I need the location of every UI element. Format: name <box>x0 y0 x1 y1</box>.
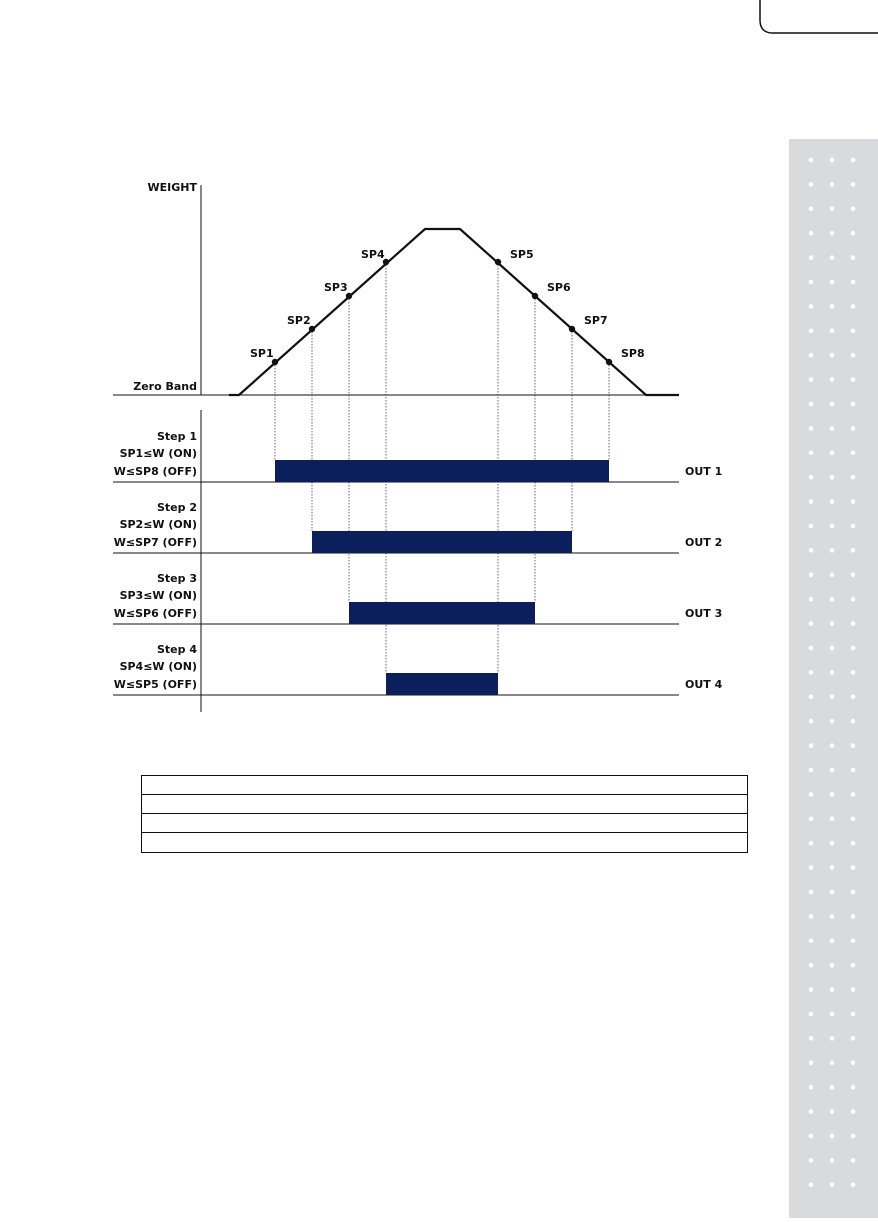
sidebar-dot <box>851 280 856 285</box>
weight-curve <box>229 229 679 395</box>
output-bar-out4 <box>386 673 498 695</box>
sidebar-dot <box>851 719 856 724</box>
sidebar-dot <box>851 841 856 846</box>
sidebar-dot <box>830 792 835 797</box>
sidebar-dot <box>830 1061 835 1066</box>
output-bar-out1 <box>275 460 609 482</box>
sidebar-dot <box>830 865 835 870</box>
sidebar-dot <box>851 670 856 675</box>
sidebar-dot <box>809 792 814 797</box>
step1-off-condition: W≤SP8 (OFF) <box>113 465 197 478</box>
sidebar-dot <box>830 597 835 602</box>
sidebar-dot <box>809 768 814 773</box>
sidebar-dot <box>809 914 814 919</box>
sidebar-dot <box>851 402 856 407</box>
sidebar-dot <box>809 646 814 651</box>
sidebar-dot <box>830 1012 835 1017</box>
sidebar-dot <box>830 841 835 846</box>
sidebar-dot <box>809 1134 814 1139</box>
sidebar-dot <box>809 939 814 944</box>
setpoint-label-sp4: SP4 <box>361 248 385 261</box>
step3-output-label: OUT 3 <box>685 607 723 620</box>
sidebar-dot <box>809 304 814 309</box>
sidebar-dot <box>851 987 856 992</box>
sidebar-dot <box>830 768 835 773</box>
step4-output-label: OUT 4 <box>685 678 723 691</box>
sidebar-dot <box>851 1158 856 1163</box>
sidebar-dot <box>830 524 835 529</box>
setpoint-label-sp6: SP6 <box>547 281 571 294</box>
setpoint-marker-sp7 <box>569 326 575 332</box>
sidebar-dot <box>809 1085 814 1090</box>
sidebar-dot <box>809 548 814 553</box>
sidebar-dot <box>809 1061 814 1066</box>
sidebar-dot <box>830 329 835 334</box>
sidebar-dot <box>851 524 856 529</box>
sidebar-dot <box>851 182 856 187</box>
sidebar-dot <box>809 451 814 456</box>
output-bar-out3 <box>349 602 535 624</box>
sidebar-dot <box>851 548 856 553</box>
sidebar-dot <box>830 670 835 675</box>
table-row <box>142 776 747 795</box>
page-sidebar <box>789 139 878 1218</box>
sidebar-dot <box>830 963 835 968</box>
sidebar-dot <box>830 255 835 260</box>
step-row-lines <box>113 482 679 695</box>
step3-on-condition: SP3≤W (ON) <box>119 589 197 602</box>
sidebar-dot <box>851 451 856 456</box>
sidebar-dot <box>809 670 814 675</box>
empty-table <box>141 775 748 853</box>
sidebar-dot <box>851 207 856 212</box>
sidebar-dot <box>809 817 814 822</box>
sidebar-dot <box>851 426 856 431</box>
sidebar-dot <box>830 573 835 578</box>
step2-on-condition: SP2≤W (ON) <box>119 518 197 531</box>
sidebar-dot <box>851 1036 856 1041</box>
sidebar-dot <box>851 255 856 260</box>
sidebar-dot <box>809 987 814 992</box>
sidebar-dot <box>830 890 835 895</box>
sidebar-dot <box>851 573 856 578</box>
sidebar-dot <box>830 987 835 992</box>
sidebar-dot <box>809 182 814 187</box>
sidebar-dot <box>809 1012 814 1017</box>
sidebar-dot <box>809 841 814 846</box>
sidebar-dot <box>809 743 814 748</box>
sidebar-dot <box>830 1109 835 1114</box>
sidebar-dot <box>830 499 835 504</box>
sidebar-dot <box>851 1012 856 1017</box>
sidebar-dot <box>830 646 835 651</box>
sidebar-dot <box>851 939 856 944</box>
sidebar-dot <box>830 377 835 382</box>
sidebar-dot <box>809 890 814 895</box>
sidebar-dot <box>851 1183 856 1188</box>
setpoint-label-sp1: SP1 <box>250 347 274 360</box>
step2-title: Step 2 <box>157 501 197 514</box>
step2-output-label: OUT 2 <box>685 536 723 549</box>
sidebar-dot <box>851 646 856 651</box>
sidebar-dot <box>830 621 835 626</box>
sidebar-dot <box>809 1036 814 1041</box>
sidebar-dot <box>851 597 856 602</box>
sidebar-dot <box>809 377 814 382</box>
sidebar-dot <box>809 255 814 260</box>
sidebar-dot <box>809 695 814 700</box>
sidebar-dot <box>830 548 835 553</box>
sidebar-dot <box>830 426 835 431</box>
sidebar-dot <box>809 865 814 870</box>
sidebar-dot <box>830 817 835 822</box>
sidebar-dot <box>830 475 835 480</box>
sidebar-dot <box>809 1183 814 1188</box>
table-row <box>142 833 747 852</box>
setpoint-label-sp5: SP5 <box>510 248 534 261</box>
sidebar-dot <box>830 719 835 724</box>
sidebar-dot <box>809 1109 814 1114</box>
sidebar-dot <box>809 207 814 212</box>
sidebar-dot <box>851 158 856 163</box>
sidebar-dot <box>809 621 814 626</box>
sidebar-dot <box>851 475 856 480</box>
setpoint-markers <box>272 259 612 365</box>
sidebar-dot <box>809 597 814 602</box>
sidebar-dot <box>809 475 814 480</box>
y-axis-label: WEIGHT <box>147 181 197 194</box>
sidebar-dot <box>830 695 835 700</box>
zero-band-label: Zero Band <box>133 380 197 393</box>
step3-title: Step 3 <box>157 572 197 585</box>
sidebar-dot <box>851 1085 856 1090</box>
sidebar-dot <box>830 1183 835 1188</box>
output-bar-out2 <box>312 531 572 553</box>
sidebar-dot <box>851 890 856 895</box>
sidebar-dot <box>830 353 835 358</box>
sidebar-dot <box>851 792 856 797</box>
sidebar-dot <box>851 304 856 309</box>
sidebar-dot <box>830 182 835 187</box>
sidebar-dot <box>830 304 835 309</box>
sidebar-dot <box>830 231 835 236</box>
sidebar-dot <box>851 329 856 334</box>
sidebar-dot <box>851 621 856 626</box>
step1-title: Step 1 <box>157 430 197 443</box>
sidebar-dot <box>830 451 835 456</box>
sidebar-dot <box>851 914 856 919</box>
setpoint-label-sp3: SP3 <box>324 281 348 294</box>
sidebar-dot <box>809 719 814 724</box>
sidebar-dot <box>851 377 856 382</box>
sidebar-dot <box>851 743 856 748</box>
sidebar-dot <box>851 499 856 504</box>
sidebar-dot <box>830 939 835 944</box>
sidebar-dot <box>809 426 814 431</box>
sidebar-dot <box>809 231 814 236</box>
step4-title: Step 4 <box>157 643 197 656</box>
sidebar-dot <box>830 743 835 748</box>
sidebar-dot <box>830 1158 835 1163</box>
setpoint-label-sp7: SP7 <box>584 314 608 327</box>
sidebar-dot <box>851 963 856 968</box>
sidebar-dot <box>851 1109 856 1114</box>
table-row <box>142 795 747 814</box>
setpoint-marker-sp5 <box>495 259 501 265</box>
setpoint-label-sp2: SP2 <box>287 314 311 327</box>
sidebar-dot <box>851 865 856 870</box>
step2-off-condition: W≤SP7 (OFF) <box>113 536 197 549</box>
step4-off-condition: W≤SP5 (OFF) <box>113 678 197 691</box>
sidebar-dot <box>809 280 814 285</box>
sidebar-dot <box>851 768 856 773</box>
sidebar-dot <box>830 402 835 407</box>
sidebar-dot <box>809 329 814 334</box>
step1-output-label: OUT 1 <box>685 465 723 478</box>
sidebar-dot <box>809 573 814 578</box>
step1-on-condition: SP1≤W (ON) <box>119 447 197 460</box>
sidebar-dot <box>851 231 856 236</box>
sidebar-dot <box>809 524 814 529</box>
setpoint-marker-sp8 <box>606 359 612 365</box>
sidebar-dot <box>830 914 835 919</box>
sidebar-dot <box>809 499 814 504</box>
sidebar-dot <box>851 353 856 358</box>
sidebar-dot <box>809 402 814 407</box>
step3-off-condition: W≤SP6 (OFF) <box>113 607 197 620</box>
table-row <box>142 814 747 833</box>
sidebar-dot <box>851 1134 856 1139</box>
sidebar-dot <box>830 280 835 285</box>
sidebar-dot <box>809 963 814 968</box>
sidebar-dot <box>830 1085 835 1090</box>
sidebar-dot <box>830 1134 835 1139</box>
output-bars <box>275 460 609 695</box>
sidebar-dot-pattern <box>789 139 878 1218</box>
step4-on-condition: SP4≤W (ON) <box>119 660 197 673</box>
sidebar-dot <box>809 353 814 358</box>
sidebar-dot <box>830 158 835 163</box>
sidebar-dot <box>851 1061 856 1066</box>
setpoint-marker-sp6 <box>532 293 538 299</box>
sidebar-dot <box>830 1036 835 1041</box>
sidebar-dot <box>809 1158 814 1163</box>
sidebar-dot <box>830 207 835 212</box>
setpoint-label-sp8: SP8 <box>621 347 645 360</box>
sidebar-dot <box>809 158 814 163</box>
sidebar-dot <box>851 817 856 822</box>
sidebar-dot <box>851 695 856 700</box>
